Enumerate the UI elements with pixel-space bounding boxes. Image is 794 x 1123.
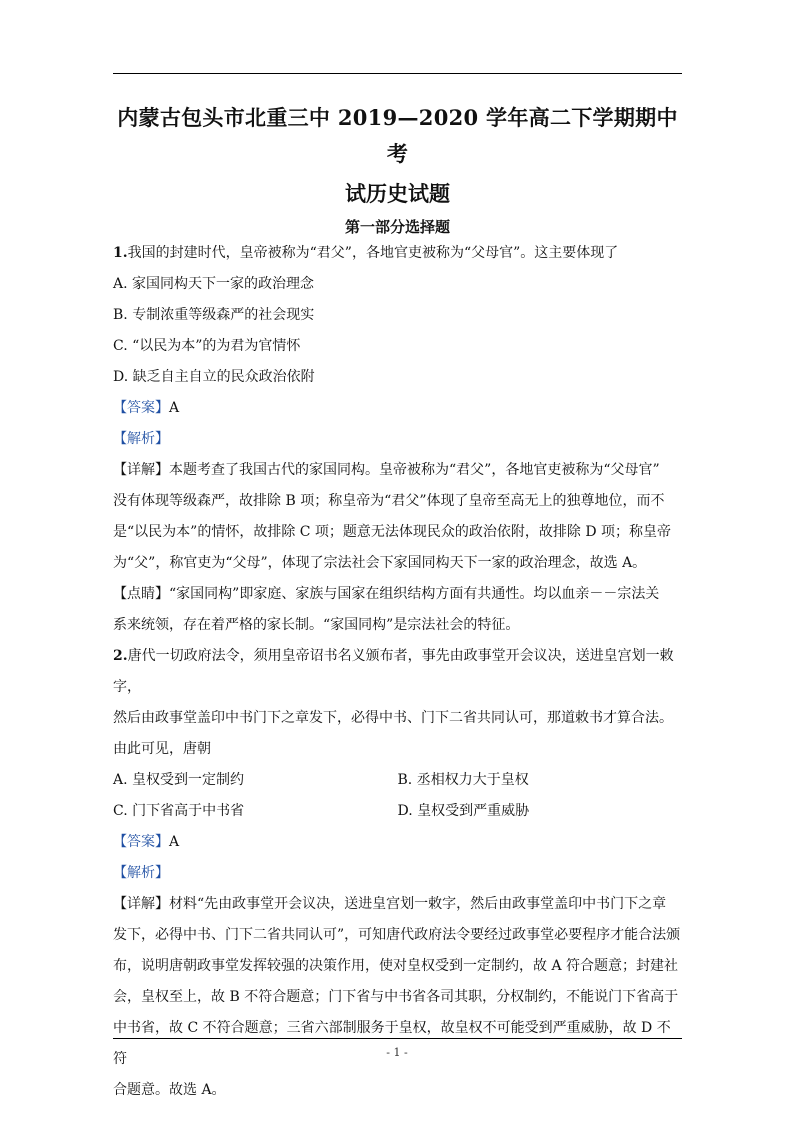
question-1-answer (113, 393, 682, 424)
question-1-analysis-tag: 【解析】 (113, 431, 169, 447)
page-title-line2: 试历史试题 (345, 181, 450, 206)
question-2-options-row (113, 765, 682, 796)
question-1-detail-line: 是“以民为本”的情怀，故排除 C 项；题意无法体现民众的政治依附，故排除 D 项；称皇帝 (113, 524, 672, 540)
question-2-number: 2. (113, 648, 128, 664)
answer-tag: 【答案】 (113, 400, 169, 416)
detail-tag: 【详解】 (113, 462, 169, 478)
question-2-stem-line: 由此可见，唐朝 (113, 741, 211, 757)
answer-tag: 【答案】 (113, 834, 169, 850)
question-2-answer (113, 827, 682, 858)
question-1-stem: 1.我国的封建时代，皇帝被称为“君父”，各地官吏被称为“父母官”。这主要体现了 (113, 245, 619, 261)
section-heading: 第一部分选择题 (344, 218, 450, 236)
question-2-detail: 【详解】材料“先由政事堂开会议决，送进皇宫划一敕字，然后由政事堂盖印中书门下之章 (113, 896, 667, 912)
question-1-detail-line: 没有体现等级森严，故排除 B 项；称皇帝为“君父”体现了皇帝至高无上的独尊地位，而不 (113, 493, 665, 509)
page-title-line1: 内蒙古包头市北重三中 2019—2020 学年高二下学期期中考 (117, 105, 678, 166)
question-1-number: 1. (113, 245, 128, 261)
question-1-tip: 【点睛】“家国同构”即家庭、家族与国家在组织结构方面有共通性。均以血亲－－宗法关 (113, 586, 660, 602)
tip-tag: 【点睛】 (113, 586, 169, 602)
question-2 (113, 641, 682, 1106)
question-1-tip-line: 系来统领，存在着严格的家长制。“家国同构”是宗法社会的特征。 (113, 617, 520, 633)
question-2-detail-line: 会，皇权至上，故 B 不符合题意；门下省与中书省各司其职，分权制约，不能说门下省高于 (113, 989, 679, 1005)
question-2-detail-line: 发下，必得中书、门下二省共同认可”，可知唐代政府法令要经过政事堂必要程序才能合法颁 (113, 927, 681, 943)
page-content (113, 80, 682, 1106)
question-2-stem-line: 然后由政事堂盖印中书门下之章发下，必得中书、门下二省共同认可，那道敕书才算合法。 (113, 710, 673, 726)
question-1-option-c: C. “以民为本”的为君为官情怀 (113, 338, 301, 354)
question-1-detail-line: 为“父”，称官吏为“父母”，体现了宗法社会下家国同构天下一家的政治理念，故选 A。 (113, 555, 647, 571)
question-2-detail-line: 中书省，故 C 不符合题意；三省六部制服务于皇权，故皇权不可能受到严重威胁，故 D 不符 (113, 1020, 671, 1067)
question-1-option-a: A. 家国同构天下一家的政治理念 (113, 276, 315, 292)
question-2-option-c: C. 门下省高于中书省 (113, 803, 245, 819)
question-2-detail-line: 合题意。故选 A。 (113, 1082, 226, 1098)
question-2-option-a: A. 皇权受到一定制约 (113, 772, 245, 788)
question-2-option-d: D. 皇权受到严重威胁 (397, 803, 530, 819)
question-1 (113, 238, 682, 641)
answer-value: A (169, 400, 180, 416)
question-2-stem: 2.唐代一切政府法令，须用皇帝诏书名义颁布者，事先由政事堂开会议决，送进皇宫划一敕字， (113, 648, 674, 695)
question-2-detail-line: 布，说明唐朝政事堂发挥较强的决策作用，使对皇权受到一定制约，故 A 符合题意；封建社 (113, 958, 679, 974)
question-1-option-b: B. 专制浓重等级森严的社会现实 (113, 307, 315, 323)
page-number: - 1 - (386, 1046, 408, 1059)
question-2-option-b: B. 丞相权力大于皇权 (397, 772, 529, 788)
detail-tag: 【详解】 (113, 896, 169, 912)
answer-value: A (169, 834, 180, 850)
question-2-analysis-tag: 【解析】 (113, 865, 169, 881)
footer-rule (113, 1038, 682, 1039)
question-1-detail: 【详解】本题考查了我国古代的家国同构。皇帝被称为“君父”，各地官吏被称为“父母官” (113, 462, 660, 478)
header-rule (113, 73, 682, 74)
question-1-option-d: D. 缺乏自主自立的民众政治依附 (113, 369, 315, 385)
question-2-options-row (113, 796, 682, 827)
